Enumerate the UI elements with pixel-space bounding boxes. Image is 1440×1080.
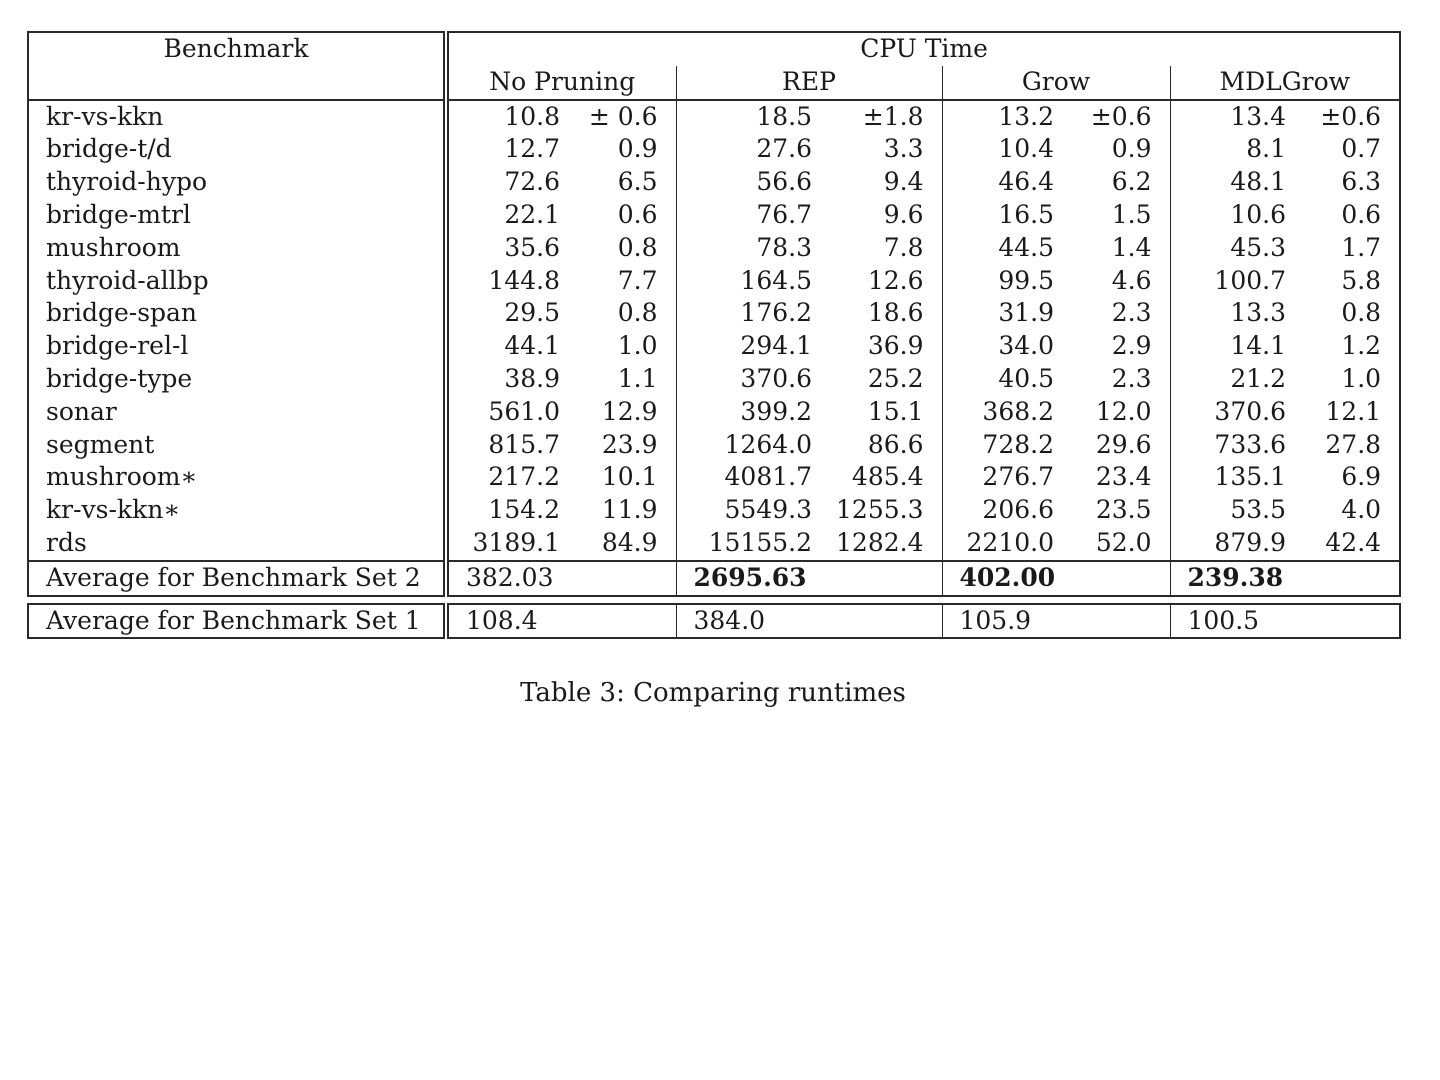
cpu-time-mean: 728.2: [982, 429, 1054, 459]
table-row: [28, 265, 1400, 298]
cpu-time-stddev: 6.9: [1341, 462, 1382, 492]
cpu-time-stddev: 6.5: [572, 166, 676, 199]
benchmark-name: bridge-span: [28, 297, 446, 330]
cpu-time-mean: 12.7: [504, 134, 560, 164]
cpu-time-mean: 144.8: [488, 265, 560, 295]
cpu-time-stddev: ±0.6: [1320, 101, 1382, 131]
cpu-time-mean: 879.9: [1214, 527, 1286, 557]
cpu-time-stddev: 0.9: [572, 133, 676, 166]
avg-set2-row: [28, 561, 1400, 596]
cpu-time-stddev: 4.6: [1066, 265, 1170, 298]
benchmark-name: kr-vs-kkn∗: [28, 494, 446, 527]
benchmark-name: mushroom: [28, 232, 446, 265]
cpu-time-stddev: 12.0: [1066, 396, 1170, 429]
header-method-no-pruning: No Pruning: [446, 66, 676, 100]
cpu-time-mean: 22.1: [504, 199, 560, 229]
cpu-time-stddev: 9.4: [824, 166, 942, 199]
cpu-time-stddev: 23.4: [1066, 461, 1170, 494]
cpu-time-stddev: 485.4: [824, 461, 942, 494]
avg-set2-rep: 2695.63: [676, 561, 942, 596]
cpu-time-mean: 100.7: [1214, 265, 1286, 295]
cpu-time-stddev: 0.9: [1066, 133, 1170, 166]
benchmark-name: bridge-t/d: [28, 133, 446, 166]
cpu-time-mean: 370.6: [740, 363, 812, 393]
cpu-time-stddev: 1.7: [1341, 232, 1382, 262]
table-row: [28, 527, 1400, 561]
cpu-time-mean: 27.6: [756, 134, 812, 164]
cpu-time-stddev: 12.6: [824, 265, 942, 298]
header-blank: [28, 66, 446, 100]
table-row: [28, 494, 1400, 527]
benchmark-name: bridge-mtrl: [28, 199, 446, 232]
benchmark-name: rds: [28, 527, 446, 561]
cpu-time-mean: 29.5: [504, 298, 560, 328]
cpu-time-stddev: 6.3: [1341, 167, 1382, 197]
avg-set2-no-pruning: 382.03: [446, 561, 676, 596]
cpu-time-mean: 18.5: [756, 101, 812, 131]
table-row: [28, 396, 1400, 429]
cpu-time-mean: 370.6: [1214, 396, 1286, 426]
cpu-time-mean: 13.4: [1230, 101, 1286, 131]
table-row: [28, 461, 1400, 494]
benchmark-name: thyroid-hypo: [28, 166, 446, 199]
cpu-time-mean: 45.3: [1230, 232, 1286, 262]
cpu-time-mean: 16.5: [998, 199, 1054, 229]
cpu-time-stddev: 0.6: [1341, 199, 1382, 229]
cpu-time-mean: 46.4: [998, 167, 1054, 197]
cpu-time-stddev: 1255.3: [824, 494, 942, 527]
header-method-rep: REP: [676, 66, 942, 100]
cpu-time-stddev: 42.4: [1325, 527, 1382, 557]
cpu-time-mean: 40.5: [998, 363, 1054, 393]
benchmark-name: thyroid-allbp: [28, 265, 446, 298]
cpu-time-stddev: ± 0.6: [572, 100, 676, 134]
table-row: [28, 330, 1400, 363]
cpu-time-mean: 561.0: [488, 396, 560, 426]
benchmark-name: kr-vs-kkn: [28, 100, 446, 134]
cpu-time-stddev: 10.1: [572, 461, 676, 494]
avg-set2-mdlgrow: 239.38: [1170, 561, 1400, 596]
header-method-mdlgrow: MDLGrow: [1170, 66, 1400, 100]
cpu-time-mean: 154.2: [488, 495, 560, 525]
cpu-time-stddev: 0.8: [572, 297, 676, 330]
benchmark-name: segment: [28, 429, 446, 462]
cpu-time-stddev: 0.8: [572, 232, 676, 265]
cpu-time-mean: 44.1: [504, 331, 560, 361]
cpu-time-stddev: 12.1: [1325, 396, 1382, 426]
cpu-time-mean: 276.7: [982, 462, 1054, 492]
cpu-time-stddev: 1.4: [1066, 232, 1170, 265]
cpu-time-mean: 3189.1: [472, 527, 560, 557]
avg-set1-no-pruning: 108.4: [446, 604, 676, 639]
cpu-time-mean: 21.2: [1230, 363, 1286, 393]
benchmark-name: mushroom∗: [28, 461, 446, 494]
cpu-time-mean: 2210.0: [966, 527, 1054, 557]
table-row: [28, 297, 1400, 330]
cpu-time-stddev: 25.2: [824, 363, 942, 396]
cpu-time-mean: 135.1: [1214, 462, 1286, 492]
table-row: [28, 166, 1400, 199]
cpu-time-stddev: ±0.6: [1066, 100, 1170, 134]
cpu-time-stddev: 7.7: [572, 265, 676, 298]
cpu-time-stddev: 6.2: [1066, 166, 1170, 199]
avg-set1-row: [28, 604, 1400, 639]
cpu-time-stddev: 27.8: [1325, 429, 1382, 459]
cpu-time-stddev: 1.1: [572, 363, 676, 396]
header-benchmark: Benchmark: [28, 32, 446, 66]
cpu-time-stddev: 1.0: [572, 330, 676, 363]
runtime-table: [27, 31, 1401, 597]
cpu-time-stddev: 36.9: [824, 330, 942, 363]
cpu-time-stddev: 29.6: [1066, 429, 1170, 462]
cpu-time-mean: 53.5: [1230, 495, 1286, 525]
cpu-time-mean: 13.2: [998, 101, 1054, 131]
cpu-time-stddev: 1282.4: [824, 527, 942, 561]
cpu-time-mean: 206.6: [982, 495, 1054, 525]
cpu-time-stddev: 2.3: [1066, 363, 1170, 396]
cpu-time-mean: 8.1: [1246, 134, 1286, 164]
cpu-time-stddev: 84.9: [572, 527, 676, 561]
cpu-time-mean: 294.1: [740, 331, 812, 361]
cpu-time-stddev: 52.0: [1066, 527, 1170, 561]
cpu-time-mean: 10.6: [1230, 199, 1286, 229]
runtime-table-frame: [27, 31, 1399, 639]
cpu-time-stddev: 0.6: [572, 199, 676, 232]
cpu-time-mean: 10.8: [504, 101, 560, 131]
cpu-time-stddev: 11.9: [572, 494, 676, 527]
cpu-time-stddev: 1.0: [1341, 363, 1382, 393]
cpu-time-mean: 176.2: [740, 298, 812, 328]
table-body: [28, 100, 1400, 561]
cpu-time-mean: 72.6: [504, 167, 560, 197]
benchmark-name: bridge-type: [28, 363, 446, 396]
cpu-time-stddev: 2.3: [1066, 297, 1170, 330]
table-row: [28, 199, 1400, 232]
avg-set1-mdlgrow: 100.5: [1187, 605, 1260, 635]
cpu-time-stddev: 4.0: [1341, 495, 1382, 525]
cpu-time-mean: 13.3: [1230, 298, 1286, 328]
cpu-time-mean: 34.0: [998, 331, 1054, 361]
cpu-time-stddev: 86.6: [824, 429, 942, 462]
cpu-time-stddev: 15.1: [824, 396, 942, 429]
table-row: [28, 133, 1400, 166]
cpu-time-mean: 1264.0: [724, 429, 812, 459]
cpu-time-stddev: 23.5: [1066, 494, 1170, 527]
cpu-time-stddev: 23.9: [572, 429, 676, 462]
header-cpu-time: CPU Time: [860, 34, 988, 63]
table-row: [28, 100, 1400, 134]
avg-set1-grow: 105.9: [942, 604, 1170, 639]
cpu-time-mean: 99.5: [998, 265, 1054, 295]
cpu-time-stddev: 12.9: [572, 396, 676, 429]
cpu-time-mean: 48.1: [1230, 167, 1286, 197]
cpu-time-mean: 78.3: [756, 232, 812, 262]
header-method-grow: Grow: [942, 66, 1170, 100]
avg-set2-grow: 402.00: [942, 561, 1170, 596]
avg-set1-rep: 384.0: [676, 604, 942, 639]
cpu-time-stddev: 1.5: [1066, 199, 1170, 232]
cpu-time-mean: 14.1: [1230, 331, 1286, 361]
cpu-time-mean: 44.5: [998, 232, 1054, 262]
table-row: [28, 429, 1400, 462]
cpu-time-mean: 815.7: [488, 429, 560, 459]
cpu-time-mean: 733.6: [1214, 429, 1286, 459]
benchmark-name: bridge-rel-l: [28, 330, 446, 363]
cpu-time-mean: 164.5: [740, 265, 812, 295]
table-row: [28, 232, 1400, 265]
cpu-time-mean: 56.6: [756, 167, 812, 197]
avg-set2-label: Average for Benchmark Set 2: [28, 561, 446, 596]
cpu-time-mean: 10.4: [998, 134, 1054, 164]
cpu-time-stddev: ±1.8: [824, 100, 942, 134]
cpu-time-mean: 35.6: [504, 232, 560, 262]
cpu-time-mean: 399.2: [740, 396, 812, 426]
cpu-time-stddev: 5.8: [1341, 265, 1382, 295]
cpu-time-mean: 368.2: [982, 396, 1054, 426]
cpu-time-mean: 31.9: [998, 298, 1054, 328]
table-row: [28, 363, 1400, 396]
cpu-time-stddev: 0.7: [1341, 134, 1382, 164]
table-caption: Table 3: Comparing runtimes: [520, 678, 906, 708]
cpu-time-mean: 76.7: [756, 199, 812, 229]
cpu-time-mean: 4081.7: [724, 462, 812, 492]
cpu-time-stddev: 9.6: [824, 199, 942, 232]
benchmark-name: sonar: [28, 396, 446, 429]
cpu-time-stddev: 18.6: [824, 297, 942, 330]
table-header: [28, 32, 1400, 100]
avg-set1-label: Average for Benchmark Set 1: [28, 604, 446, 639]
cpu-time-mean: 38.9: [504, 363, 560, 393]
cpu-time-stddev: 7.8: [824, 232, 942, 265]
cpu-time-stddev: 2.9: [1066, 330, 1170, 363]
cpu-time-mean: 217.2: [488, 462, 560, 492]
cpu-time-mean: 15155.2: [708, 527, 812, 557]
cpu-time-stddev: 0.8: [1341, 298, 1382, 328]
average-set1-table: [27, 603, 1401, 640]
cpu-time-stddev: 1.2: [1341, 331, 1382, 361]
cpu-time-mean: 5549.3: [724, 495, 812, 525]
cpu-time-stddev: 3.3: [824, 133, 942, 166]
table-average-set2: [28, 561, 1400, 596]
